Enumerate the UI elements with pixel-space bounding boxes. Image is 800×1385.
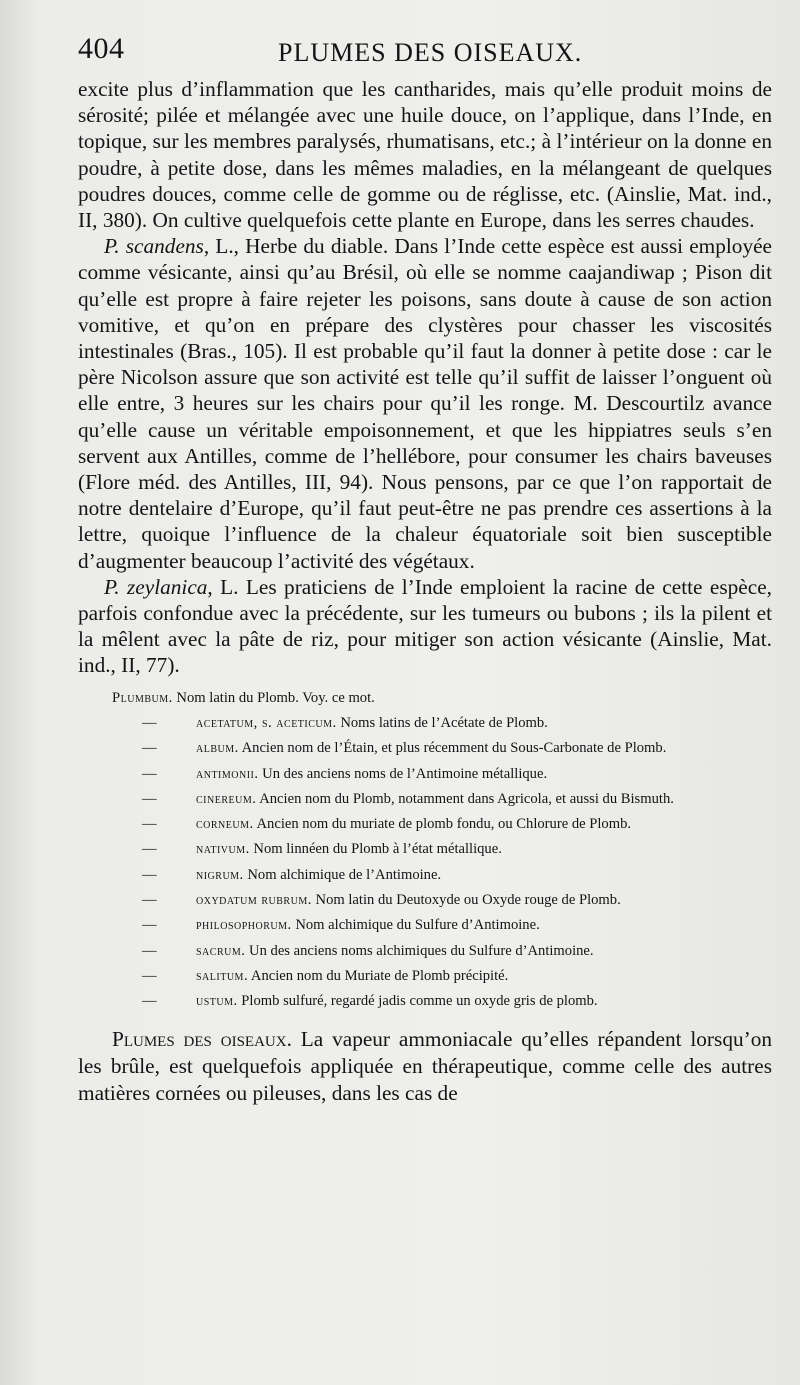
index-dash: — [142, 892, 157, 909]
index-entry-text [196, 840, 772, 859]
index-entry-text [196, 891, 772, 910]
index-entry [78, 765, 772, 784]
species-name: P. scandens [104, 234, 204, 259]
paragraph-scandens [78, 233, 772, 574]
index-entry-text [196, 765, 772, 784]
page-header [78, 30, 772, 76]
index-entry [78, 967, 772, 986]
index-description: Nom linnéen du Plomb à l’état métallique. [249, 841, 502, 858]
index-dash: — [142, 942, 157, 959]
running-title: PLUMES DES OISEAUX. [278, 38, 583, 67]
index-entry [78, 992, 772, 1011]
index-description: Nom alchimique du Sulfure d’Antimoine. [291, 917, 540, 934]
index-entry [78, 916, 772, 935]
page-number: 404 [78, 32, 125, 65]
index-term: Plumbum. [112, 689, 173, 706]
index-dash: — [142, 714, 157, 731]
index-dash: — [142, 917, 157, 934]
index-dash: — [142, 866, 157, 883]
index-description: Ancien nom du Muriate de Plomb précipité. [248, 967, 509, 984]
index-entry-text [196, 916, 772, 935]
index-head [112, 689, 772, 708]
index-description: Plomb sulfuré, regardé jadis comme un oxyde gris de plomb. [237, 993, 598, 1010]
closing-term: Plumes des oiseaux. [112, 1026, 292, 1051]
index-description: Noms latins de l’Acétate de Plomb. [336, 714, 548, 731]
index-term: nigrum. [196, 866, 244, 883]
index-entry-text [196, 714, 772, 733]
index-entry-text [196, 739, 772, 758]
paragraph-continuation: excite plus d’inflammation que les cantharides, mais qu’elle produit moins de sérosité; pilée et mélangée avec une huile douce, on l’applique, dans l’Inde, en topique, sur les membres paralysés, rhumatisans, etc.; à l’intérieur on la donne en poudre, à petite dose, dans les mêmes maladies, en la mélangeant de quelques poudres douces, comme celle de gomme ou de réglisse, etc. (Ainslie, Mat. ind., II, 380). On cultive quelquefois cette plante en Europe, dans les serres chaudes. [78, 77, 772, 233]
index-entry-text [196, 866, 772, 885]
index-entry-text [196, 967, 772, 986]
index-entry-text [196, 815, 772, 834]
index-description: Ancien nom du Plomb, notamment dans Agricola, et aussi du Bismuth. [256, 790, 674, 807]
plumbum-index [78, 689, 772, 1012]
paragraph-zeylanica [78, 574, 772, 679]
index-entry [78, 866, 772, 885]
index-term: ustum. [196, 993, 238, 1010]
index-entry-text [196, 992, 772, 1011]
index-term: album. [196, 740, 239, 757]
index-description: Ancien nom de l’Étain, et plus récemment du Sous-Carbonate de Plomb. [238, 740, 667, 757]
index-entry-text [196, 790, 772, 809]
index-description: Ancien nom du muriate de plomb fondu, ou Chlorure de Plomb. [253, 816, 632, 833]
closing-paragraph [78, 1026, 772, 1107]
index-entry [78, 815, 772, 834]
index-entry [78, 891, 772, 910]
index-term: antimonii. [196, 765, 259, 782]
index-entry [78, 739, 772, 758]
index-term: cinereum. [196, 790, 257, 807]
index-description: Nom latin du Deutoxyde ou Oxyde rouge de Plomb. [311, 892, 621, 909]
index-dash: — [142, 790, 157, 807]
index-dash: — [142, 841, 157, 858]
index-entry [78, 942, 772, 961]
index-dash: — [142, 967, 157, 984]
index-dash: — [142, 816, 157, 833]
index-description: Un des anciens noms de l’Antimoine métallique. [258, 765, 548, 782]
index-text: Nom latin du Plomb. Voy. ce mot. [172, 689, 375, 706]
index-description: Un des anciens noms alchimiques du Sulfure d’Antimoine. [245, 942, 594, 959]
index-list [78, 714, 772, 1012]
index-dash: — [142, 740, 157, 757]
index-description: Nom alchimique de l’Antimoine. [243, 866, 442, 883]
index-entry [78, 840, 772, 859]
index-entry [78, 790, 772, 809]
index-term: oxydatum rubrum. [196, 892, 312, 909]
index-entry-text [196, 942, 772, 961]
index-term: acetatum, s. aceticum. [196, 714, 337, 731]
index-term: philosophorum. [196, 917, 292, 934]
closing-section [78, 1026, 772, 1107]
index-dash: — [142, 765, 157, 782]
index-dash: — [142, 993, 157, 1010]
closing-text: La vapeur ammoniacale qu’elles répandent lorsqu’on les brûle, est quelquefois appliquée en thérapeutique, comme celle des autres matières cornées ou pileuses, dans les cas de [78, 1026, 772, 1105]
index-term: sacrum. [196, 942, 246, 959]
index-term: salitum. [196, 967, 249, 984]
main-text [78, 76, 772, 679]
paragraph-text: , L. Les praticiens de l’Inde emploient la racine de cette espèce, parfois confondue avec la précédente, sur les tumeurs ou bubons ; ils la pilent et la mêlent avec la pâte de riz, pour mitiger son action vésicante (Ainslie, Mat. ind., II, 77). [78, 574, 772, 678]
paragraph-text: , L., Herbe du diable. Dans l’Inde cette espèce est aussi employée comme vésicante, ainsi qu’au Brésil, où elle se nomme caajandiwap ; Pison dit qu’elle est propre à faire rejeter les poisons, sans doute à cause de son action vomitive, et qu’on en prépare des clystères pour chasser les viscosités intestinales (Bras., 105). Il est probable qu’il faut la donner à petite dose : car le père Nicolson assure que son activité est telle qu’il suffit de laisser l’onguent où elle entre, 3 heures sur les chairs pour qu’il les ronge. M. Descourtilz avance qu’elle cause un véritable empoisonnement, et que les hippiatres seuls s’en servent aux Antilles, comme de l’hellébore, pour consumer les chairs baveuses (Flore méd. des Antilles, III, 94). Nous pensons, par ce que l’on rapportait de notre dentelaire d’Europe, qu’il faut peut-être ne pas prendre ces assertions à la lettre, quoique l’influence de la chaleur équatoriale soit bien susceptible d’augmenter beaucoup l’activité des végétaux. [78, 234, 772, 573]
index-entry [78, 714, 772, 733]
index-term: nativum. [196, 841, 250, 858]
species-name: P. zeylanica [104, 574, 208, 599]
index-term: corneum. [196, 816, 254, 833]
